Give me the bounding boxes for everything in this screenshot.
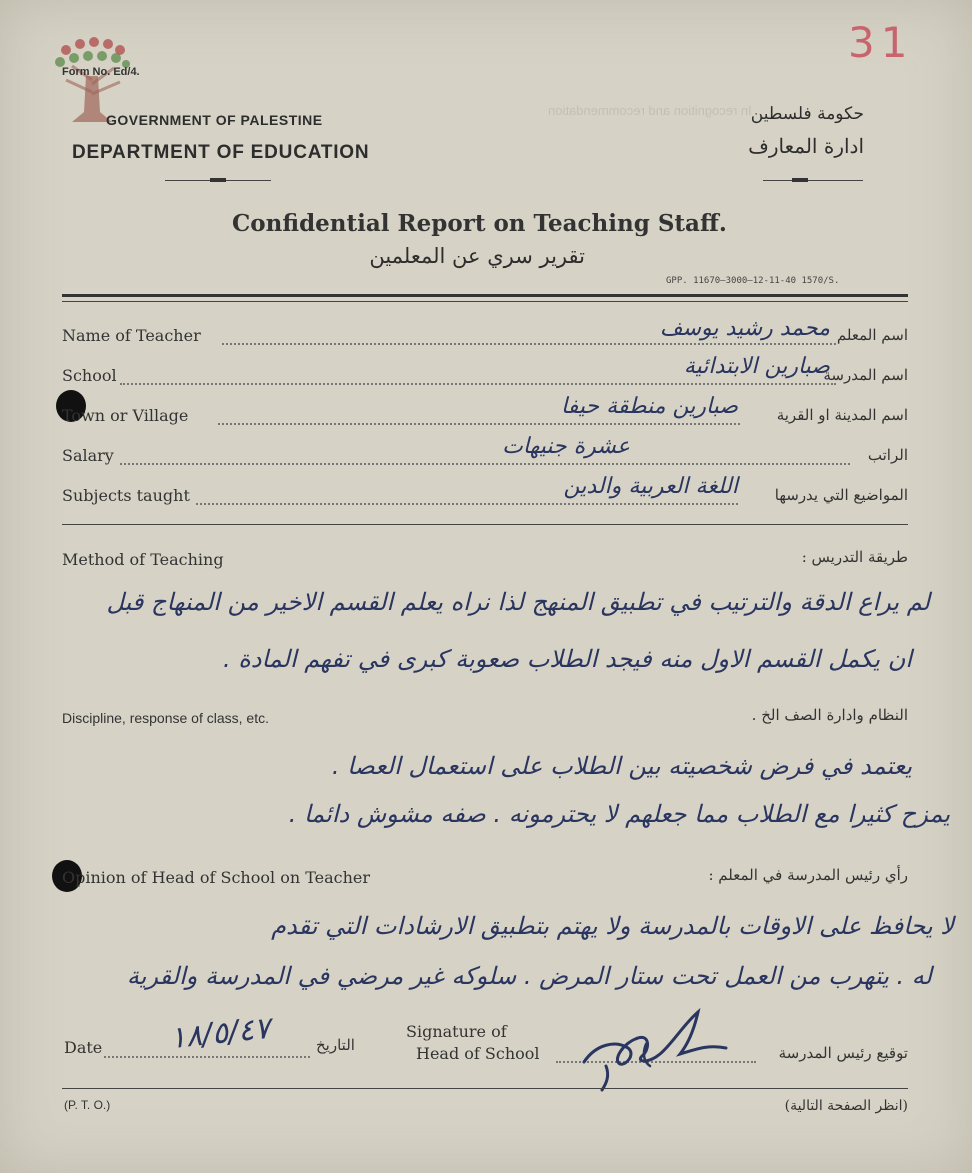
discipline-label-ar: النظام وادارة الصف الخ . (751, 706, 908, 724)
department-title-ar: ادارة المعارف (748, 134, 864, 158)
opinion-label: Opinion of Head of School on Teacher (62, 868, 371, 887)
next-page-note-ar: (انظر الصفحة التالية) (784, 1098, 908, 1114)
handwritten-signature-icon (576, 1004, 736, 1094)
date-label: Date (64, 1038, 103, 1057)
method-label-ar: طريقة التدريس : (801, 548, 908, 566)
field-value: صبارين الابتدائية (683, 354, 830, 379)
field-dots (120, 463, 850, 465)
discipline-text-line-2: يمزح كثيرا مع الطلاب مما جعلهم لا يحترمونه . صفه مشوش دائما . (288, 800, 950, 828)
method-text-line-2: ان يكمل القسم الاول منه فيجد الطلاب صعوبة كبرى في تفهم المادة . (222, 645, 912, 673)
title-rule-thick (62, 294, 908, 297)
field-dots (218, 423, 740, 425)
opinion-text-line-1: لا يحافظ على الاوقات بالمدرسة ولا يهتم بتطبيق الارشادات التي تقدم (271, 912, 954, 940)
header-rule-left-mark (210, 178, 226, 182)
opinion-label-ar: رأي رئيس المدرسة في المعلم : (708, 866, 908, 884)
discipline-label: Discipline, response of class, etc. (62, 710, 269, 726)
report-title-ar: تقرير سري عن المعلمين (369, 244, 585, 268)
field-value: صبارين منطقة حيفا (561, 394, 738, 419)
field-label-ar: الراتب (867, 446, 908, 464)
field-dots (222, 343, 836, 345)
signature-label-ar: توقيع رئيس المدرسة (778, 1044, 908, 1062)
pto-note: (P. T. O.) (64, 1098, 111, 1112)
opinion-text-line-2: له . يتهرب من العمل تحت ستار المرض . سلوكه غير مرضي في المدرسة والقرية (126, 962, 932, 990)
field-label-ar: المواضيع التي يدرسها (774, 486, 908, 504)
title-rule-thin (62, 301, 908, 302)
field-label-en: Subjects taught (62, 486, 190, 505)
bleed-through-text: In recognition and recommendation (548, 103, 752, 118)
field-label-en: Town or Village (62, 406, 189, 425)
footer-rule (62, 1088, 908, 1089)
signature-label-line-2: Head of School (416, 1044, 540, 1063)
field-dots (120, 383, 836, 385)
form-number: Form No. Ed/4. (62, 66, 140, 78)
date-dots (104, 1056, 310, 1058)
header-rule-right-mark (792, 178, 808, 182)
method-label: Method of Teaching (62, 550, 224, 569)
field-value: عشرة جنيهات (502, 434, 630, 459)
field-dots (196, 503, 738, 505)
government-title: GOVERNMENT OF PALESTINE (106, 112, 323, 128)
signature-label-line-1: Signature of (406, 1022, 507, 1041)
page-number: 31 (848, 18, 914, 67)
field-label-en: Name of Teacher (62, 326, 201, 345)
field-label-ar: اسم المدرسة (823, 366, 908, 384)
discipline-text-line-1: يعتمد في فرض شخصيته بين الطلاب على استعمال العصا . (331, 752, 912, 780)
report-title: Confidential Report on Teaching Staff. (232, 210, 727, 237)
field-label-en: Salary (62, 446, 114, 465)
government-title-ar: حكومة فلسطين (750, 104, 864, 124)
header-rule-right (763, 180, 863, 181)
field-value: محمد رشيد يوسف (659, 316, 830, 341)
field-label-en: School (62, 366, 117, 385)
print-code: GPP. 11670—3000—12-11-40 1570/S. (666, 276, 840, 286)
field-value: اللغة العربية والدين (563, 474, 738, 499)
date-value: ١٨/٥/٤٧ (168, 1010, 272, 1057)
field-label-ar: اسم المعلم (836, 326, 908, 344)
date-label-ar: التاريخ (316, 1036, 355, 1054)
fields-rule (62, 524, 908, 525)
field-label-ar: اسم المدينة او القرية (776, 406, 908, 424)
department-title: DEPARTMENT OF EDUCATION (72, 142, 370, 163)
method-text-line-1: لم يراع الدقة والترتيب في تطبيق المنهج لذا نراه يعلم القسم الاخير من المنهاج قبل (106, 588, 930, 616)
